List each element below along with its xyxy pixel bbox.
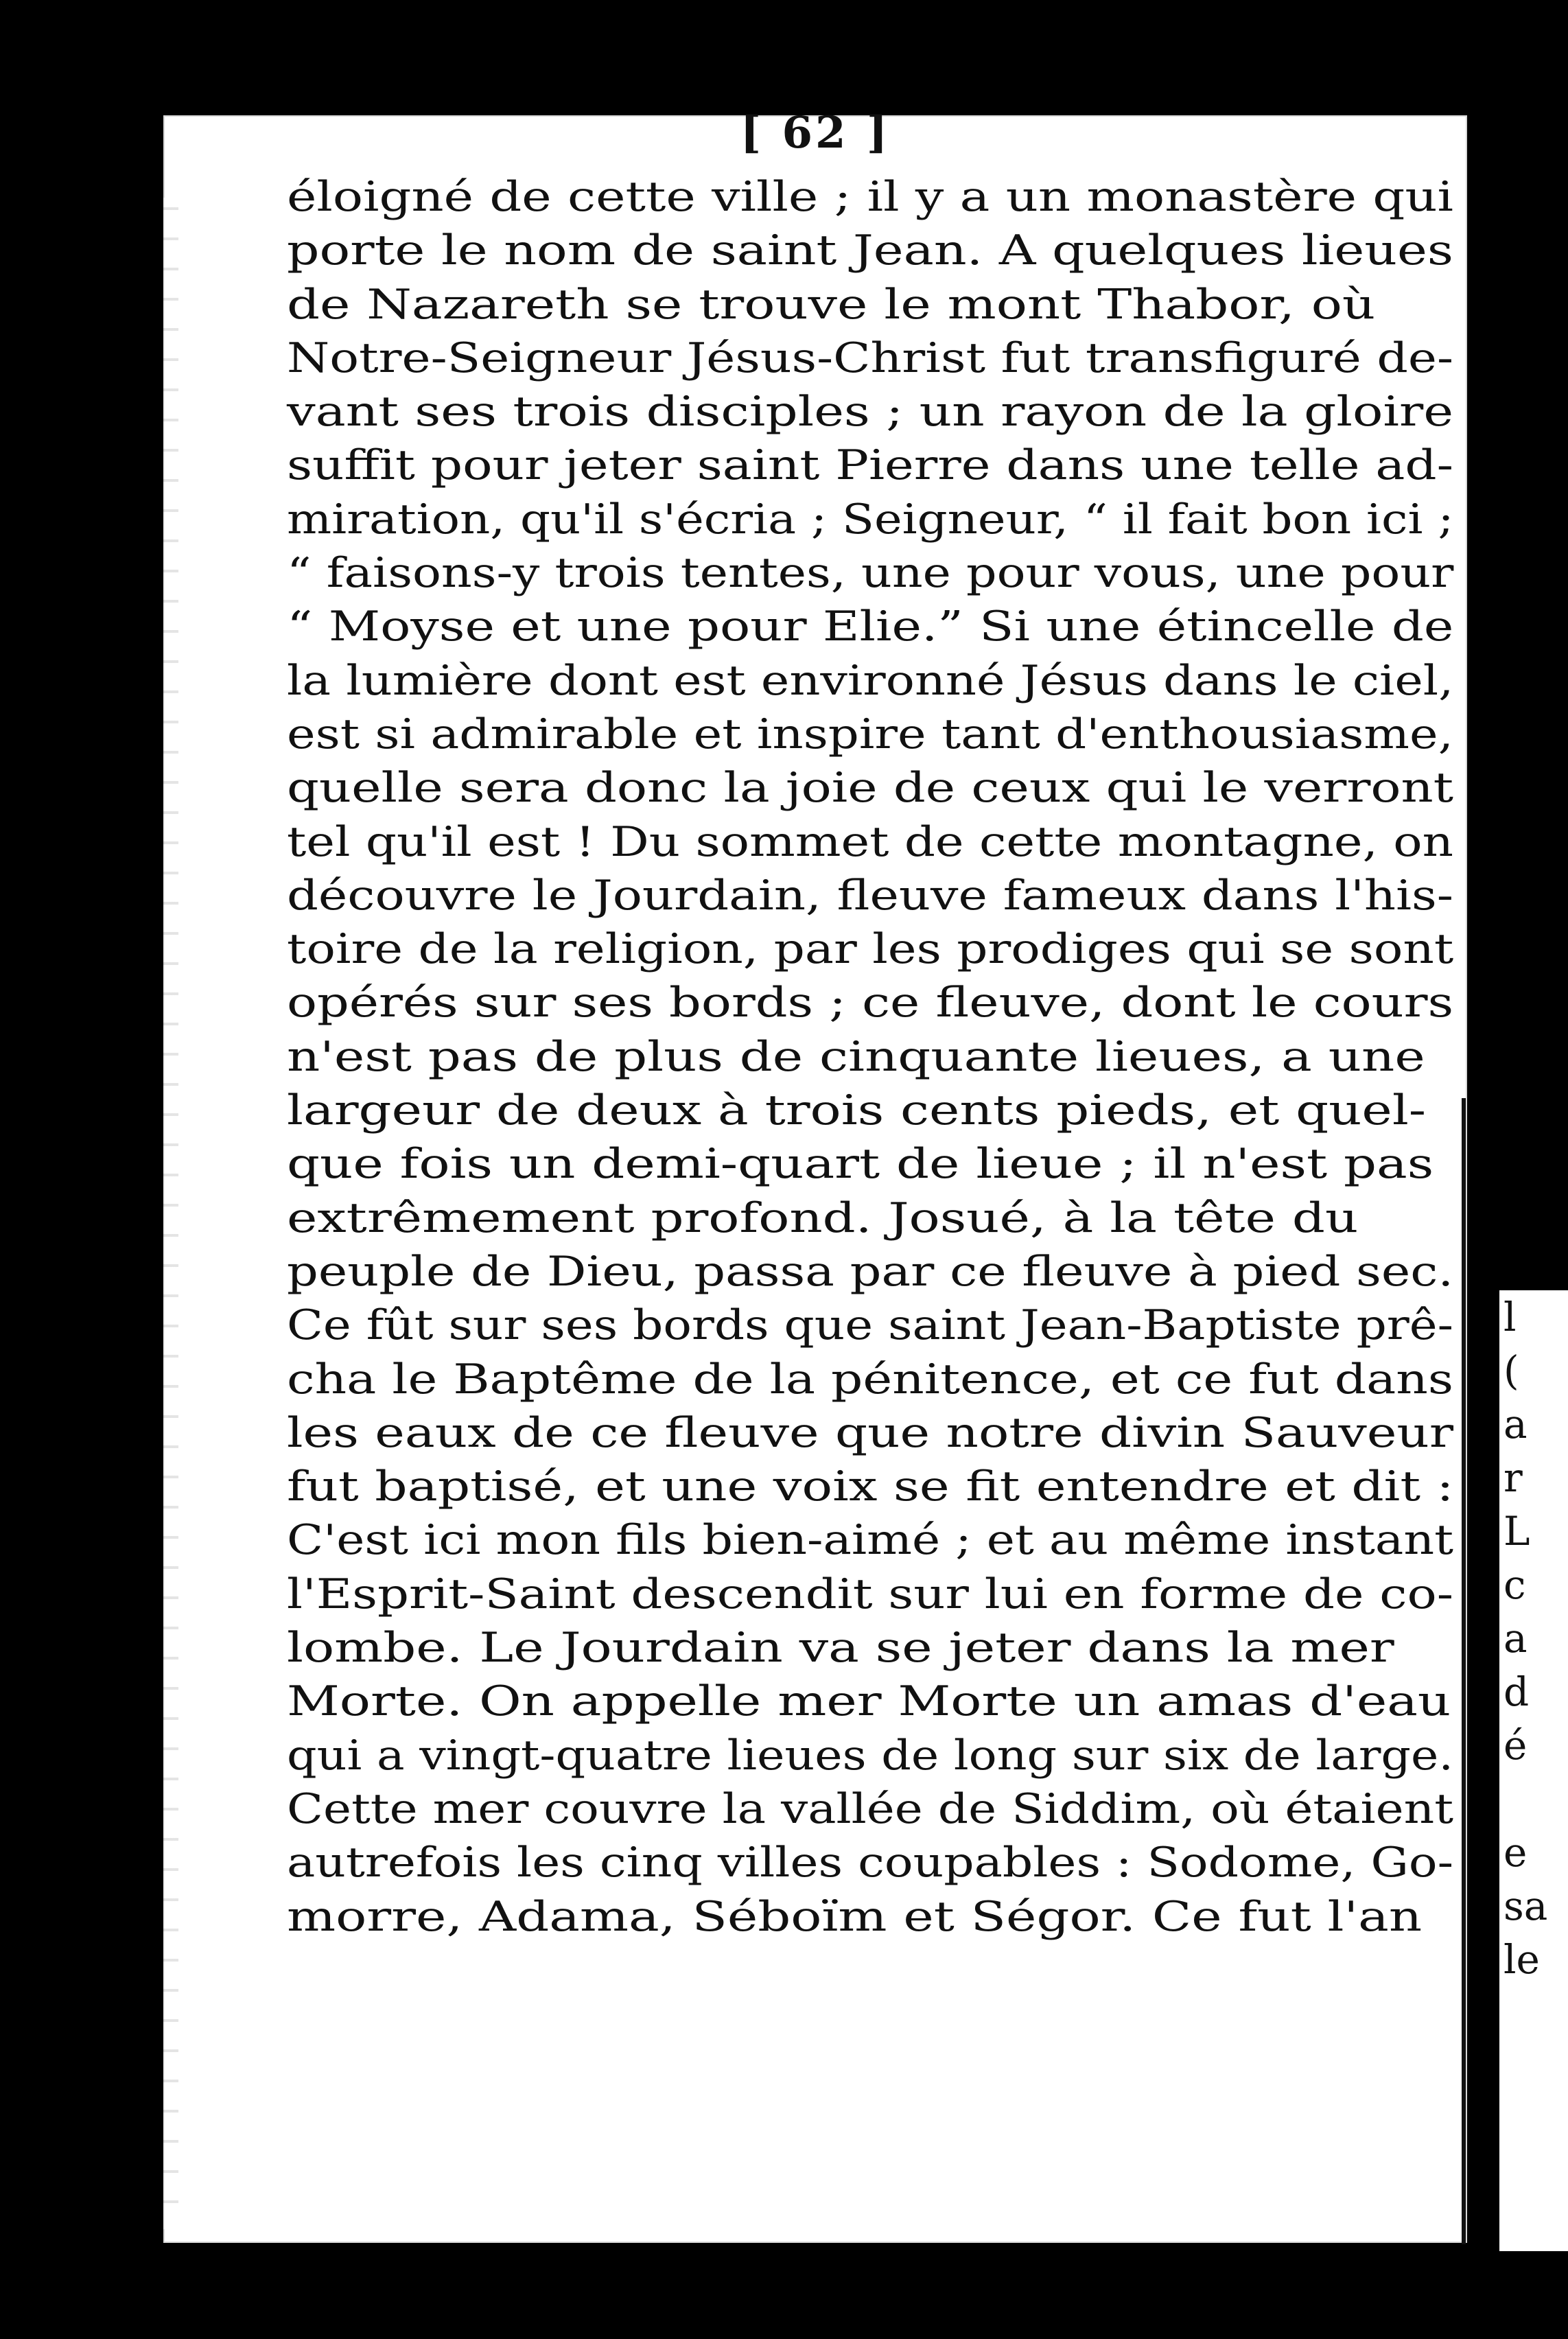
page-number: [ 62 ]	[740, 107, 891, 159]
book-page	[163, 107, 1467, 2243]
text-line: “ Moyse et une pour Elie.” Si une étincelle de	[287, 603, 1454, 651]
text-line: autrefois les cinq villes coupables : Sodome, Go-	[287, 1839, 1453, 1887]
adjacent-page-letter: a	[1503, 1615, 1528, 1662]
adjacent-page-fragment	[1499, 1290, 1568, 2251]
adjacent-page-letter: l	[1503, 1294, 1517, 1340]
text-line: tel qu'il est ! Du sommet de cette montagne, on	[287, 817, 1453, 866]
text-line: toire de la religion, par les prodiges qui se sont	[287, 925, 1454, 974]
adjacent-page-letter: e	[1503, 1829, 1528, 1876]
text-line: morre, Adama, Séboïm et Ségor. Ce fut l'an	[287, 1892, 1423, 1941]
text-line: vant ses trois disciples ; un rayon de la gloire	[287, 388, 1453, 437]
adjacent-page-letter: d	[1503, 1668, 1530, 1715]
text-line: “ faisons-y trois tentes, une pour vous, une pour	[287, 549, 1454, 598]
adjacent-page-letter: a	[1503, 1401, 1528, 1447]
text-line: les eaux de ce fleuve que notre divin Sauveur	[287, 1408, 1453, 1457]
text-line: opérés sur ses bords ; ce fleuve, dont le cours	[287, 979, 1454, 1027]
text-line: quelle sera donc la joie de ceux qui le verront	[287, 764, 1454, 813]
adjacent-page-letter: le	[1503, 1936, 1540, 1983]
adjacent-page-letter: r	[1503, 1454, 1523, 1501]
text-line: que fois un demi-quart de lieue ; il n'est pas	[287, 1140, 1434, 1189]
adjacent-page-letter: (	[1503, 1347, 1519, 1394]
adjacent-page-letter: c	[1503, 1561, 1526, 1608]
text-line: est si admirable et inspire tant d'enthousiasme,	[287, 710, 1453, 758]
text-line: Cette mer couvre la vallée de Siddim, où étaient	[287, 1784, 1454, 1833]
text-line: miration, qu'il s'écria ; Seigneur, “ il fait bon ici ;	[287, 495, 1454, 544]
text-line: la lumière dont est environné Jésus dans le ciel,	[287, 656, 1454, 705]
text-line: éloigné de cette ville ; il y a un monastère qui	[287, 173, 1453, 221]
adjacent-page-letter: sa	[1503, 1883, 1548, 1929]
text-line: n'est pas de plus de cinquante lieues, a une	[287, 1032, 1425, 1081]
text-line: qui a vingt-quatre lieues de long sur six de large.	[287, 1731, 1453, 1780]
text-line: peuple de Dieu, passa par ce fleuve à pied sec.	[287, 1247, 1454, 1296]
text-line: Morte. On appelle mer Morte un amas d'eau	[287, 1677, 1451, 1726]
text-line: largeur de deux à trois cents pieds, et quel-	[287, 1086, 1427, 1135]
text-line: découvre le Jourdain, fleuve fameux dans l'his-	[287, 871, 1453, 920]
body-text	[287, 170, 1453, 1944]
text-line: fut baptisé, et une voix se fit entendre et dit :	[287, 1463, 1454, 1511]
text-line: l'Esprit-Saint descendit sur lui en forme de co-	[287, 1570, 1454, 1618]
text-line: extrêmement profond. Josué, à la tête du	[287, 1194, 1359, 1242]
adjacent-page-letter: é	[1503, 1722, 1528, 1769]
text-line: Ce fût sur ses bords que saint Jean-Baptiste prê-	[287, 1301, 1453, 1350]
text-line: C'est ici mon fils bien-aimé ; et au même instant	[287, 1516, 1453, 1565]
text-line: cha le Baptême de la pénitence, et ce fut dans	[287, 1355, 1454, 1404]
page-binding-edge	[163, 198, 178, 2229]
text-line: de Nazareth se trouve le mont Thabor, où	[287, 280, 1376, 329]
page-border-rule	[1462, 1098, 1466, 2244]
text-line: Notre-Seigneur Jésus-Christ fut transfiguré de-	[287, 334, 1453, 382]
adjacent-page-letter	[1499, 1772, 1568, 1826]
text-line: suffit pour jeter saint Pierre dans une telle ad-	[287, 441, 1454, 490]
text-line: lombe. Le Jourdain va se jeter dans la mer	[287, 1624, 1394, 1673]
adjacent-page-letter: L	[1503, 1508, 1530, 1555]
text-line: porte le nom de saint Jean. A quelques lieues	[287, 226, 1453, 275]
